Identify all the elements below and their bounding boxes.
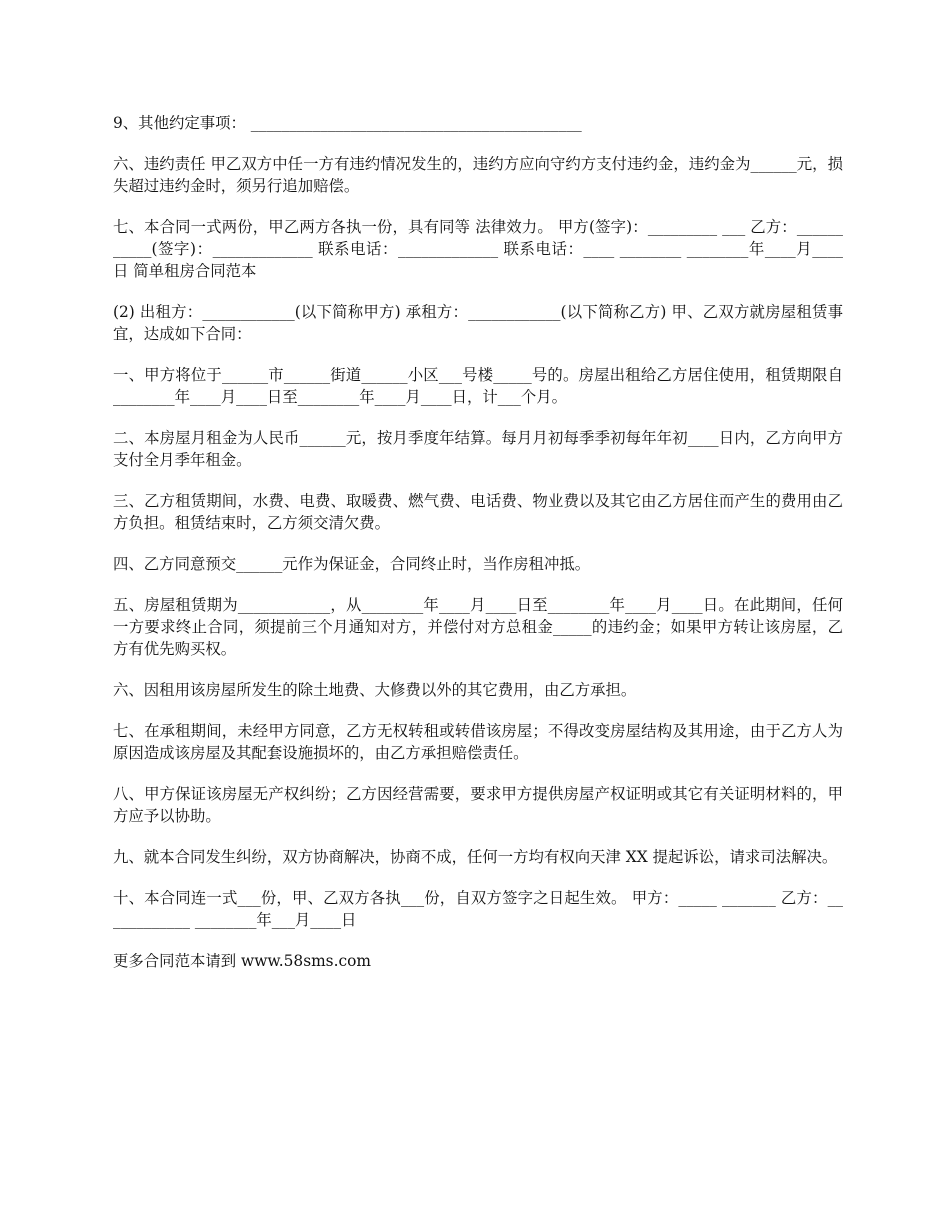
clause-6-other-costs: 六、因租用该房屋所发生的除土地费、大修费以外的其它费用，由乙方承担。 — [113, 681, 637, 699]
document-page — [113, 112, 843, 991]
clause-4-deposit: 四、乙方同意预交______元作为保证金，合同终止时，当作房租冲抵。 — [113, 555, 591, 573]
clause-1-property-location: 一、甲方将位于______市______街道______小区___号楼_____号的。房屋出租给乙方居住使用，租赁期限自________年____月____日至________年____月____日，计___个月。 — [113, 366, 843, 406]
clause-5-lease-term: 五、房屋租赁期为____________，从________年____月____日至________年____月____日。在此期间，任何一方要求终止合同，须提前三个月通知对方，并偿付对方总租金_____的违约金；如果甲方转让该房屋，乙方有优先购买权。 — [113, 596, 843, 658]
clause-copies-signatures: 七、本合同一式两份，甲乙两方各执一份，具有同等 法律效力。 甲方(签字)：_________ ___ 乙方：___________(签字)：_____________ 联系电话：_____________ 联系电话：____ ________ ________年____月____日 简单租房合同范本 — [113, 218, 843, 280]
clause-2-rent: 二、本房屋月租金为人民币______元，按月季度年结算。每月月初每季季初每年年初____日内，乙方向甲方支付全月季年租金。 — [113, 429, 843, 469]
footer-website-note: 更多合同范本请到 www.58sms.com — [113, 952, 371, 970]
clause-3-utilities: 三、乙方租赁期间，水费、电费、取暖费、燃气费、电话费、物业费以及其它由乙方居住而产生的费用由乙方负担。租赁结束时，乙方须交清欠费。 — [113, 492, 843, 532]
contract-parties: (2) 出租方：____________(以下简称甲方) 承租方：____________(以下简称乙方) 甲、乙双方就房屋租赁事宜，达成如下合同： — [113, 303, 843, 343]
clause-10-effectiveness: 十、本合同连一式___份，甲、乙双方各执___份，自双方签字之日起生效。 甲方：_____ _______ 乙方：____________ ________年___月____日 — [113, 889, 843, 929]
clause-9-disputes: 九、就本合同发生纠纷，双方协商解决，协商不成，任何一方均有权向天津 XX 提起诉讼，请求司法解决。 — [113, 848, 838, 866]
clause-7-subletting: 七、在承租期间，未经甲方同意，乙方无权转租或转借该房屋；不得改变房屋结构及其用途，由于乙方人为原因造成该房屋及其配套设施损坏的，由乙方承担赔偿责任。 — [113, 722, 843, 762]
clause-8-title-guarantee: 八、甲方保证该房屋无产权纠纷；乙方因经营需要，要求甲方提供房屋产权证明或其它有关证明材料的，甲方应予以协助。 — [113, 785, 843, 825]
clause-other-matters: 9、其他约定事项： ___________________________________________ — [113, 114, 582, 132]
clause-breach-liability: 六、违约责任 甲乙双方中任一方有违约情况发生的，违约方应向守约方支付违约金，违约金为______元，损失超过违约金时，须另行追加赔偿。 — [113, 155, 843, 195]
